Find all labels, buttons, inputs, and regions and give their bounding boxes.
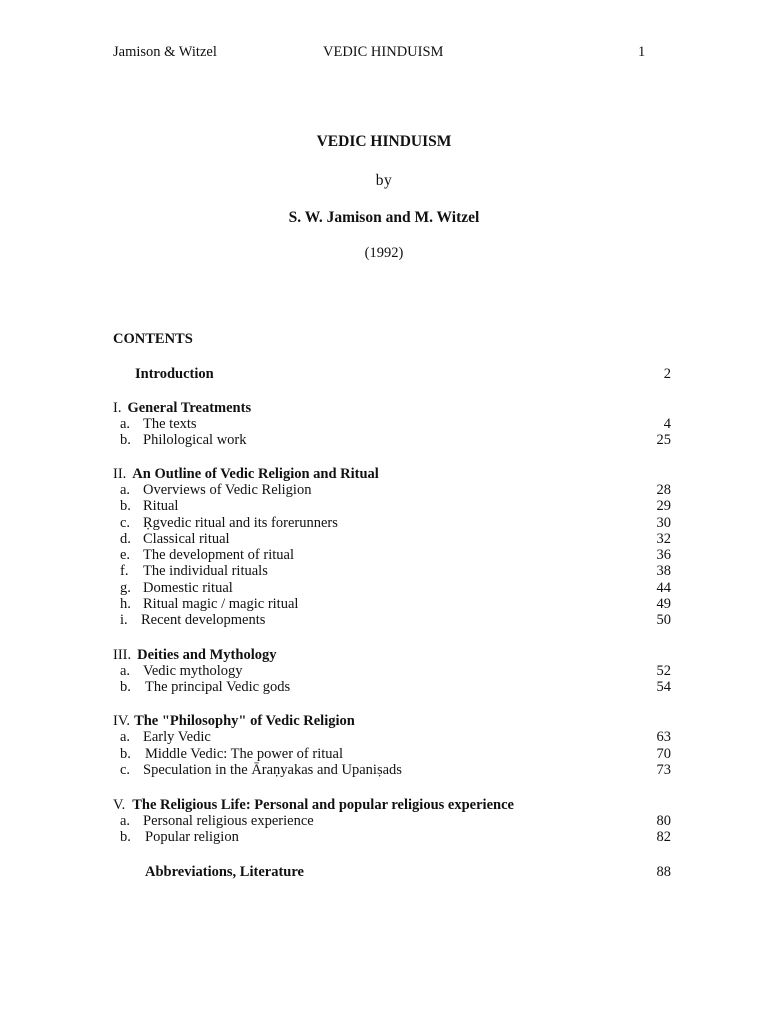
toc-entry (113, 663, 671, 679)
toc-entry-label: The texts (143, 416, 197, 432)
toc-section-1-number: I. (113, 400, 122, 416)
toc-entry-page: 50 (656, 612, 671, 628)
toc-entry-page: 38 (656, 563, 671, 579)
toc-entry (113, 596, 671, 612)
toc-entry-letter: h. (120, 596, 131, 612)
toc-entry-letter: b. (120, 679, 131, 695)
toc-entry-page: 44 (656, 580, 671, 596)
toc-entry-label: The development of ritual (143, 547, 294, 563)
toc-entry-label: Classical ritual (143, 531, 230, 547)
toc-entry-page: 63 (656, 729, 671, 745)
toc-entry-page: 28 (656, 482, 671, 498)
toc-entry-page: 32 (656, 531, 671, 547)
toc-entry-label: Personal religious experience (143, 813, 314, 829)
toc-section-3-number: III. (113, 647, 132, 663)
toc-entry (113, 746, 671, 762)
toc-entry-letter: e. (120, 547, 131, 563)
toc-section-5-number: V. (113, 797, 126, 813)
toc-entry (113, 679, 671, 695)
toc-introduction-page: 2 (663, 366, 671, 382)
toc-entry-label: Domestic ritual (143, 580, 233, 596)
toc-entry-page: 4 (663, 416, 671, 432)
toc-entry-label: Early Vedic (143, 729, 211, 745)
toc-section-3-heading (113, 647, 671, 663)
toc-entry-label: Ṛgvedic ritual and its forerunners (143, 515, 338, 531)
toc-section-2-title: An Outline of Vedic Religion and Ritual (132, 466, 379, 482)
toc-entry-letter: g. (120, 580, 131, 596)
toc-entry-letter: c. (120, 762, 131, 778)
toc-entry-label: Ritual magic / magic ritual (143, 596, 299, 612)
document-title: VEDIC HINDUISM (316, 133, 452, 150)
toc-entry-letter: i. (120, 612, 128, 628)
toc-entry-page: 54 (656, 679, 671, 695)
toc-entry (113, 547, 671, 563)
toc-entry-label: The individual rituals (143, 563, 268, 579)
toc-entry-label: Popular religion (145, 829, 239, 845)
toc-section-5-title: The Religious Life: Personal and popular religious experience (132, 797, 514, 813)
toc-entry (113, 416, 671, 432)
toc-section-5-heading (113, 797, 671, 813)
toc-entry-letter: b. (120, 498, 131, 514)
toc-entry (113, 432, 671, 448)
toc-entry-letter: a. (120, 813, 131, 829)
toc-entry-label: Middle Vedic: The power of ritual (145, 746, 343, 762)
publication-year: (1992) (364, 245, 404, 261)
toc-abbreviations-label: Abbreviations, Literature (145, 864, 304, 880)
running-header-title: VEDIC HINDUISM (323, 44, 444, 60)
toc-entry (113, 813, 671, 829)
toc-section-4-number: IV. (113, 713, 131, 729)
running-header-page-number: 1 (638, 44, 646, 60)
toc-entry-letter: a. (120, 482, 131, 498)
byline: by (375, 172, 393, 189)
toc-entry-letter: b. (120, 432, 131, 448)
toc-entry-letter: b. (120, 829, 131, 845)
toc-entry (113, 563, 671, 579)
toc-entry-letter: a. (120, 663, 131, 679)
toc-entry-letter: d. (120, 531, 131, 547)
toc-entry-page: 29 (656, 498, 671, 514)
toc-entry-label: The principal Vedic gods (145, 679, 291, 695)
toc-section-2-heading (113, 466, 671, 482)
toc-introduction (113, 366, 671, 382)
toc-entry-label: Recent developments (141, 612, 266, 628)
toc-entry (113, 829, 671, 845)
toc-section-2-number: II. (113, 466, 127, 482)
toc-entry-page: 70 (656, 746, 671, 762)
toc-entry (113, 762, 671, 778)
toc-section-1-title: General Treatments (127, 400, 252, 416)
toc-entry-page: 25 (656, 432, 671, 448)
toc-entry (113, 531, 671, 547)
toc-entry-letter: f. (120, 563, 129, 579)
toc-entry-label: Ritual (143, 498, 179, 514)
toc-entry-page: 52 (656, 663, 671, 679)
toc-section-4-title: The "Philosophy" of Vedic Religion (134, 713, 355, 729)
toc-entry (113, 498, 671, 514)
toc-entry-label: Philological work (143, 432, 247, 448)
toc-introduction-label: Introduction (135, 366, 214, 382)
toc-abbreviations-literature (113, 864, 671, 880)
toc-entry (113, 482, 671, 498)
toc-entry-label: Speculation in the Āraṇyakas and Upaniṣads (143, 762, 402, 778)
toc-entry-label: Vedic mythology (143, 663, 243, 679)
toc-entry-page: 73 (656, 762, 671, 778)
document-authors: S. W. Jamison and M. Witzel (288, 209, 480, 226)
toc-entry-letter: a. (120, 729, 131, 745)
toc-entry-page: 49 (656, 596, 671, 612)
toc-entry-page: 36 (656, 547, 671, 563)
running-header-authors: Jamison & Witzel (113, 44, 217, 60)
toc-entry (113, 580, 671, 596)
toc-abbreviations-page: 88 (656, 864, 671, 880)
toc-entry-page: 30 (656, 515, 671, 531)
toc-entry-letter: b. (120, 746, 131, 762)
toc-entry-letter: c. (120, 515, 131, 531)
toc-entry (113, 612, 671, 628)
toc-entry (113, 729, 671, 745)
toc-section-1-heading (113, 400, 671, 416)
toc-entry-page: 80 (656, 813, 671, 829)
toc-entry (113, 515, 671, 531)
toc-section-4-heading (113, 713, 671, 729)
toc-entry-page: 82 (656, 829, 671, 845)
toc-section-3-title: Deities and Mythology (137, 647, 277, 663)
toc-entry-letter: a. (120, 416, 131, 432)
contents-heading: CONTENTS (113, 331, 193, 347)
toc-entry-label: Overviews of Vedic Religion (143, 482, 312, 498)
